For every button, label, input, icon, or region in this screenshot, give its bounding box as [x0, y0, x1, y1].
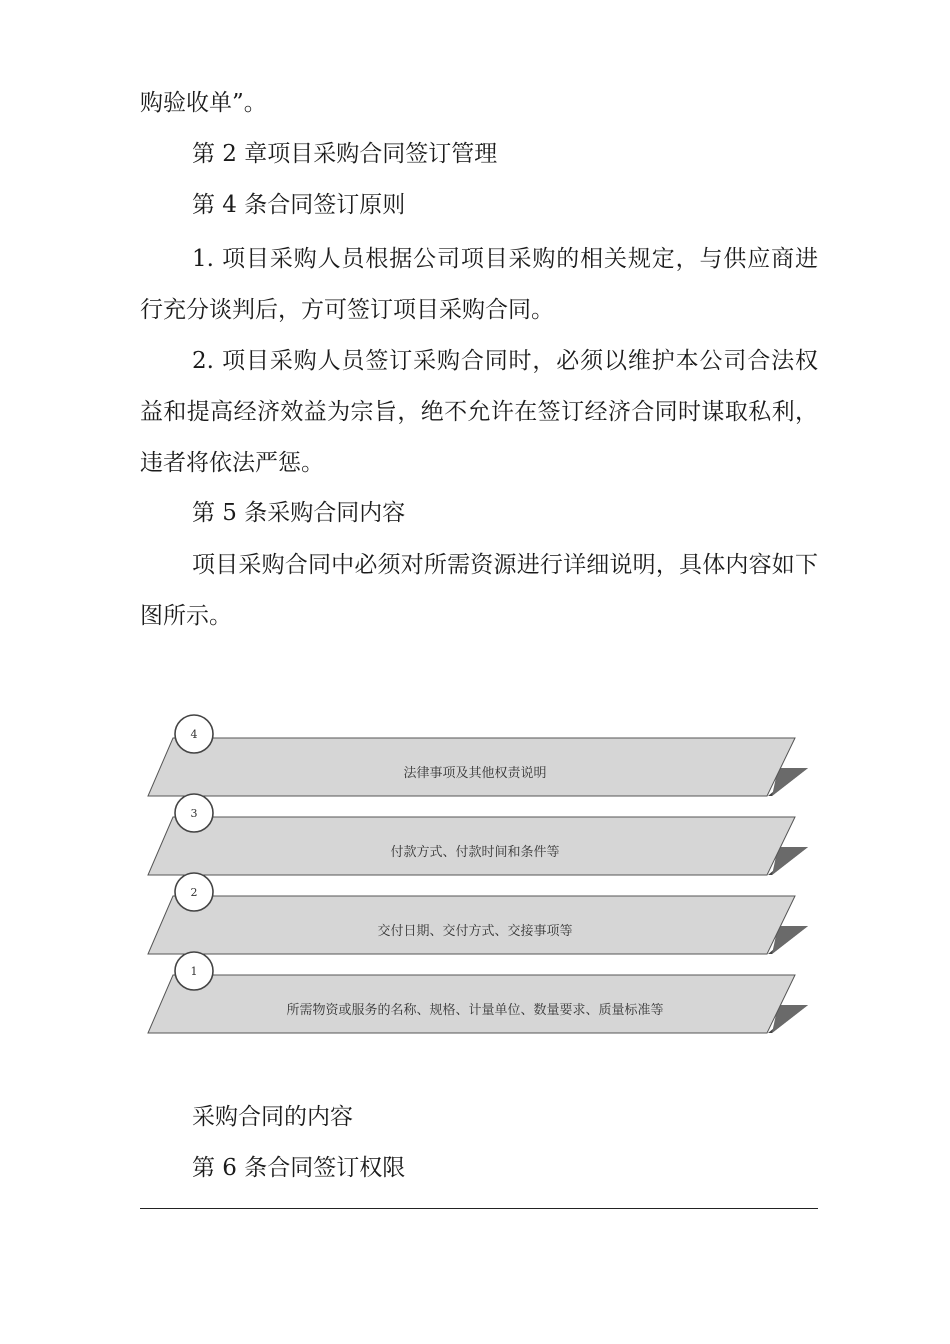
- paragraph-continuation: 购验收单”。: [140, 90, 267, 116]
- band-label: 所需物资或服务的名称、规格、计量单位、数量要求、质量标准等: [286, 1003, 664, 1018]
- article-4-item-2: 2. 项目采购人员签订采购合同时，必须以维护本公司合法权益和提高经济效益为宗旨，绝不允许在签订经济合同时谋取私利，违者将依法严惩。: [140, 348, 818, 476]
- article-5-body: 项目采购合同中必须对所需资源进行详细说明，具体内容如下图所示。: [140, 552, 818, 629]
- band-label: 交付日期、交付方式、交接事项等: [377, 924, 573, 939]
- diagram-band-3: [148, 794, 808, 875]
- article-6-heading: 第 6 条合同签订权限: [192, 1155, 406, 1181]
- band-label: 法律事项及其他权责说明: [403, 766, 547, 781]
- diagram-caption: 采购合同的内容: [192, 1104, 353, 1130]
- step-number: 1: [190, 965, 198, 978]
- step-number: 3: [190, 807, 198, 820]
- diagram-band-1: [148, 952, 808, 1033]
- article-4-heading: 第 4 条合同签订原则: [192, 192, 406, 218]
- step-number: 4: [190, 728, 198, 741]
- step-number: 2: [190, 886, 198, 899]
- article-5-heading: 第 5 条采购合同内容: [192, 500, 406, 526]
- band-label: 付款方式、付款时间和条件等: [390, 845, 560, 860]
- diagram-band-4: [148, 715, 808, 796]
- article-4-item-1: 1. 项目采购人员根据公司项目采购的相关规定，与供应商进行充分谈判后，方可签订项目采购合同。: [140, 246, 818, 323]
- footer-rule: [140, 1208, 818, 1209]
- chapter-heading: 第 2 章项目采购合同签订管理: [192, 141, 498, 167]
- contract-content-diagram: [140, 700, 820, 1040]
- diagram-svg: [140, 700, 820, 1040]
- diagram-band-2: [148, 873, 808, 954]
